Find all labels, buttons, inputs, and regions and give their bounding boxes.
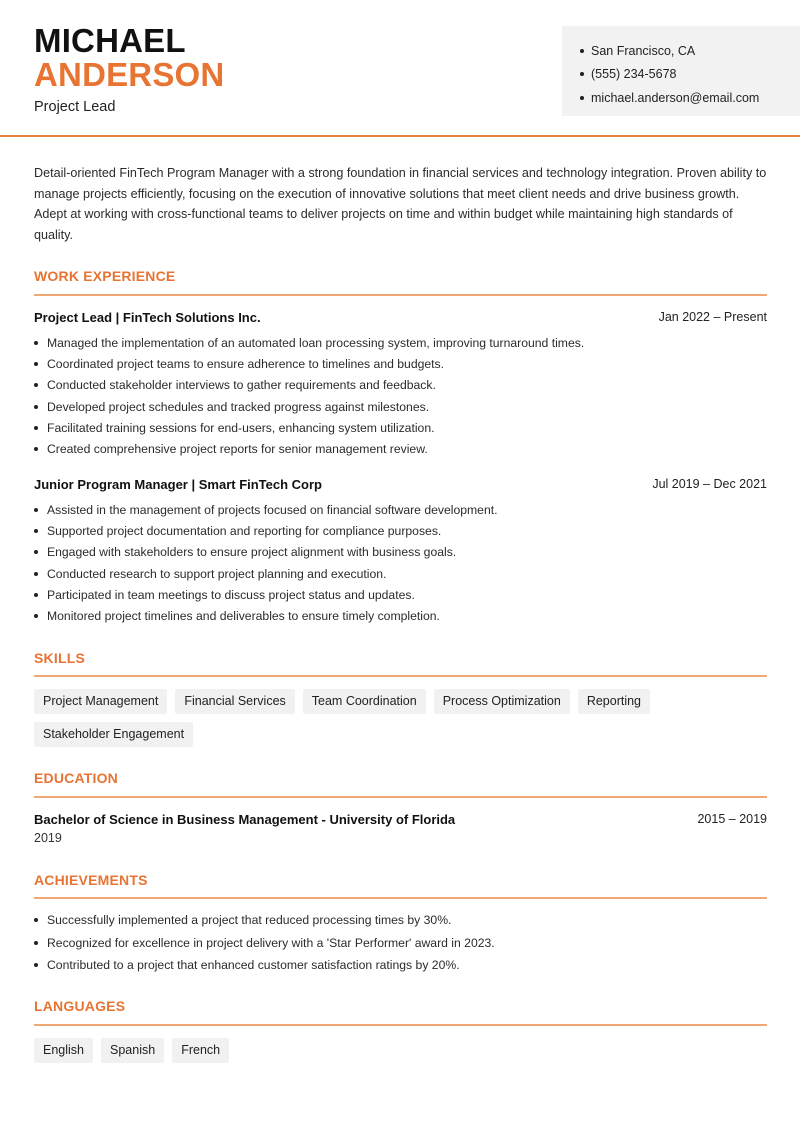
list-item [34, 520, 498, 541]
language-chip: Spanish [101, 1038, 164, 1063]
skill-chip: Team Coordination [303, 689, 426, 714]
list-item-text: Created comprehensive project reports for senior management review. [47, 442, 428, 457]
work-experience-title: WORK EXPERIENCE [34, 268, 176, 284]
bullet-icon [34, 941, 38, 945]
language-chip: French [172, 1038, 229, 1063]
job-role: Project Lead [34, 99, 116, 115]
list-item [34, 417, 584, 438]
section-divider [34, 796, 767, 798]
bullet-icon [34, 918, 38, 922]
list-item [34, 499, 498, 520]
bullet-icon [34, 572, 38, 576]
education-date: 2015 – 2019 [697, 812, 767, 826]
language-chip: English [34, 1038, 93, 1063]
job-title: Project Lead | FinTech Solutions Inc. [34, 310, 261, 325]
job-date: Jul 2019 – Dec 2021 [652, 477, 767, 491]
list-item [34, 332, 584, 353]
skill-chip: Financial Services [175, 689, 294, 714]
bullet-icon [34, 405, 38, 409]
bullet-icon [34, 550, 38, 554]
contact-email [580, 86, 800, 110]
skills-title: SKILLS [34, 650, 85, 666]
bullet-icon [580, 72, 584, 76]
list-item-text: Assisted in the management of projects focused on financial software development. [47, 502, 498, 517]
skill-chip: Project Management [34, 689, 167, 714]
bullet-icon [34, 362, 38, 366]
list-item [34, 353, 584, 374]
list-item-text: Engaged with stakeholders to ensure project alignment with business goals. [47, 545, 457, 560]
education-title: EDUCATION [34, 770, 118, 786]
list-item [34, 909, 495, 932]
list-item-text: Successfully implemented a project that reduced processing times by 30%. [47, 913, 452, 928]
bullet-icon [34, 341, 38, 345]
bullet-icon [580, 96, 584, 100]
contact-email-text: michael.anderson@email.com [591, 90, 760, 105]
list-item-text: Conducted stakeholder interviews to gather requirements and feedback. [47, 378, 436, 393]
last-name: ANDERSON [34, 56, 225, 93]
bullet-icon [34, 529, 38, 533]
skill-chip: Stakeholder Engagement [34, 722, 193, 747]
skills-list [34, 689, 774, 747]
section-divider [34, 294, 767, 296]
achievements-list [34, 909, 495, 977]
bullet-icon [34, 593, 38, 597]
job-title: Junior Program Manager | Smart FinTech Corp [34, 477, 322, 492]
list-item-text: Supported project documentation and reporting for compliance purposes. [47, 523, 442, 538]
list-item [34, 396, 584, 417]
languages-title: LANGUAGES [34, 998, 126, 1014]
contact-box [562, 26, 800, 116]
achievements-title: ACHIEVEMENTS [34, 872, 148, 888]
bullet-icon [34, 426, 38, 430]
list-item-text: Coordinated project teams to ensure adherence to timelines and budgets. [47, 356, 445, 371]
languages-list [34, 1038, 774, 1063]
bullet-icon [34, 614, 38, 618]
contact-location-text: San Francisco, CA [591, 43, 696, 58]
list-item-text: Recognized for excellence in project delivery with a 'Star Performer' award in 2023. [47, 935, 495, 950]
contact-phone [580, 63, 800, 87]
list-item-text: Facilitated training sessions for end-users, enhancing system utilization. [47, 420, 435, 435]
list-item-text: Conducted research to support project planning and execution. [47, 566, 387, 581]
list-item-text: Managed the implementation of an automated loan processing system, improving turnaround times. [47, 335, 585, 350]
resume-header [0, 0, 800, 137]
first-name: MICHAEL [34, 22, 186, 59]
job-bullets [34, 332, 584, 460]
graduation-year: 2019 [34, 831, 62, 845]
list-item [34, 584, 498, 605]
contact-location [580, 39, 800, 63]
list-item [34, 563, 498, 584]
contact-phone-text: (555) 234-5678 [591, 67, 677, 82]
bullet-icon [34, 383, 38, 387]
section-divider [34, 1024, 767, 1026]
section-divider [34, 897, 767, 899]
skill-chip: Reporting [578, 689, 650, 714]
list-item [34, 932, 495, 955]
skill-chip: Process Optimization [434, 689, 570, 714]
list-item [34, 605, 498, 626]
bullet-icon [34, 447, 38, 451]
list-item [34, 438, 584, 459]
list-item [34, 542, 498, 563]
list-item-text: Monitored project timelines and deliverables to ensure timely completion. [47, 609, 440, 624]
list-item-text: Contributed to a project that enhanced customer satisfaction ratings by 20%. [47, 958, 460, 973]
summary: Detail-oriented FinTech Program Manager with a strong foundation in financial services and technology integration. Proven ability to manage projects efficiently, focusing on the execution of innovative solutions that meet client needs and drive business growth. Adept at working with cross-functional teams to deliver projects on time and within budget while maintaining high standards of quality. [34, 166, 767, 243]
list-item-text: Developed project schedules and tracked progress against milestones. [47, 399, 430, 414]
section-divider [34, 675, 767, 677]
bullet-icon [34, 508, 38, 512]
bullet-icon [34, 963, 38, 967]
job-bullets [34, 499, 498, 627]
list-item [34, 954, 495, 977]
job-date: Jan 2022 – Present [658, 310, 767, 324]
degree: Bachelor of Science in Business Management - University of Florida [34, 812, 456, 827]
list-item-text: Participated in team meetings to discuss project status and updates. [47, 587, 415, 602]
list-item [34, 375, 584, 396]
bullet-icon [580, 49, 584, 53]
